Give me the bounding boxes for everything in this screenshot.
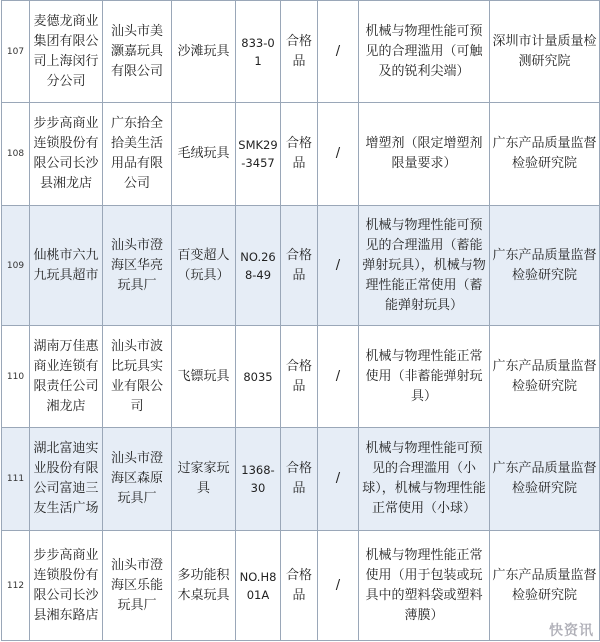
requirement-cell: 机械与物理性能正常使用（用于包装或玩具中的塑料袋或塑料薄膜）	[359, 531, 490, 641]
seller-cell: 仙桃市六九九玩具超市	[30, 206, 103, 326]
table-row	[2, 103, 600, 206]
row-number: 112	[2, 531, 30, 641]
table-row	[2, 428, 600, 531]
product-cell: 沙滩玩具	[172, 1, 236, 103]
result-cell: 合格品	[281, 326, 318, 428]
requirement-cell: 机械与物理性能可预见的合理滥用（小球），机械与物理性能正常使用（小球）	[359, 428, 490, 531]
result-cell: 合格品	[281, 531, 318, 641]
product-cell: 飞镖玩具	[172, 326, 236, 428]
manufacturer-cell: 汕头市美灏嘉玩具有限公司	[103, 1, 172, 103]
row-number: 110	[2, 326, 30, 428]
issue-cell: /	[318, 1, 359, 103]
requirement-cell: 增塑剂（限定增塑剂限量要求）	[359, 103, 490, 206]
agency-cell: 广东产品质量监督检验研究院	[490, 103, 600, 206]
result-cell: 合格品	[281, 206, 318, 326]
product-cell: 过家家玩具	[172, 428, 236, 531]
result-cell: 合格品	[281, 1, 318, 103]
result-cell: 合格品	[281, 103, 318, 206]
row-number: 111	[2, 428, 30, 531]
agency-cell: 广东产品质量监督检验研究院	[490, 206, 600, 326]
issue-cell: /	[318, 326, 359, 428]
model-cell: 1368-30	[236, 428, 281, 531]
model-cell: NO.H801A	[236, 531, 281, 641]
table-row	[2, 326, 600, 428]
agency-cell: 广东产品质量监督检验研究院	[490, 428, 600, 531]
requirement-cell: 机械与物理性能可预见的合理滥用（可触及的锐利尖端）	[359, 1, 490, 103]
requirement-cell: 机械与物理性能可预见的合理滥用（蓄能弹射玩具），机械与物理性能正常使用（蓄能弹射玩具）	[359, 206, 490, 326]
seller-cell: 麦德龙商业集团有限公司上海闵行分公司	[30, 1, 103, 103]
issue-cell: /	[318, 531, 359, 641]
agency-cell: 深圳市计量质量检测研究院	[490, 1, 600, 103]
issue-cell: /	[318, 428, 359, 531]
seller-cell: 湖北富迪实业股份有限公司富迪三友生活广场	[30, 428, 103, 531]
result-cell: 合格品	[281, 428, 318, 531]
seller-cell: 步步高商业连锁股份有限公司长沙县湘东路店	[30, 531, 103, 641]
agency-cell: 广东产品质量监督检验研究院	[490, 531, 600, 641]
model-cell: 8035	[236, 326, 281, 428]
row-number: 109	[2, 206, 30, 326]
model-cell: SMK29-3457	[236, 103, 281, 206]
manufacturer-cell: 汕头市波比玩具实业有限公司	[103, 326, 172, 428]
seller-cell: 湖南万佳惠商业连锁有限责任公司湘龙店	[30, 326, 103, 428]
watermark-logo: 快资讯	[549, 623, 594, 639]
model-cell: 833-01	[236, 1, 281, 103]
issue-cell: /	[318, 206, 359, 326]
agency-cell: 广东产品质量监督检验研究院	[490, 326, 600, 428]
manufacturer-cell: 汕头市澄海区乐能玩具厂	[103, 531, 172, 641]
model-cell: NO.268-49	[236, 206, 281, 326]
requirement-cell: 机械与物理性能正常使用（非蓄能弹射玩具）	[359, 326, 490, 428]
product-cell: 多功能积木桌玩具	[172, 531, 236, 641]
row-number: 107	[2, 1, 30, 103]
seller-cell: 步步高商业连锁股份有限公司长沙县湘龙店	[30, 103, 103, 206]
row-number: 108	[2, 103, 30, 206]
product-cell: 百变超人（玩具）	[172, 206, 236, 326]
table-row	[2, 1, 600, 103]
table-row	[2, 206, 600, 326]
issue-cell: /	[318, 103, 359, 206]
manufacturer-cell: 汕头市澄海区华亮玩具厂	[103, 206, 172, 326]
table-row	[2, 531, 600, 641]
product-cell: 毛绒玩具	[172, 103, 236, 206]
manufacturer-cell: 广东拾全拾美生活用品有限公司	[103, 103, 172, 206]
manufacturer-cell: 汕头市澄海区森原玩具厂	[103, 428, 172, 531]
inspection-results-table	[1, 0, 600, 641]
